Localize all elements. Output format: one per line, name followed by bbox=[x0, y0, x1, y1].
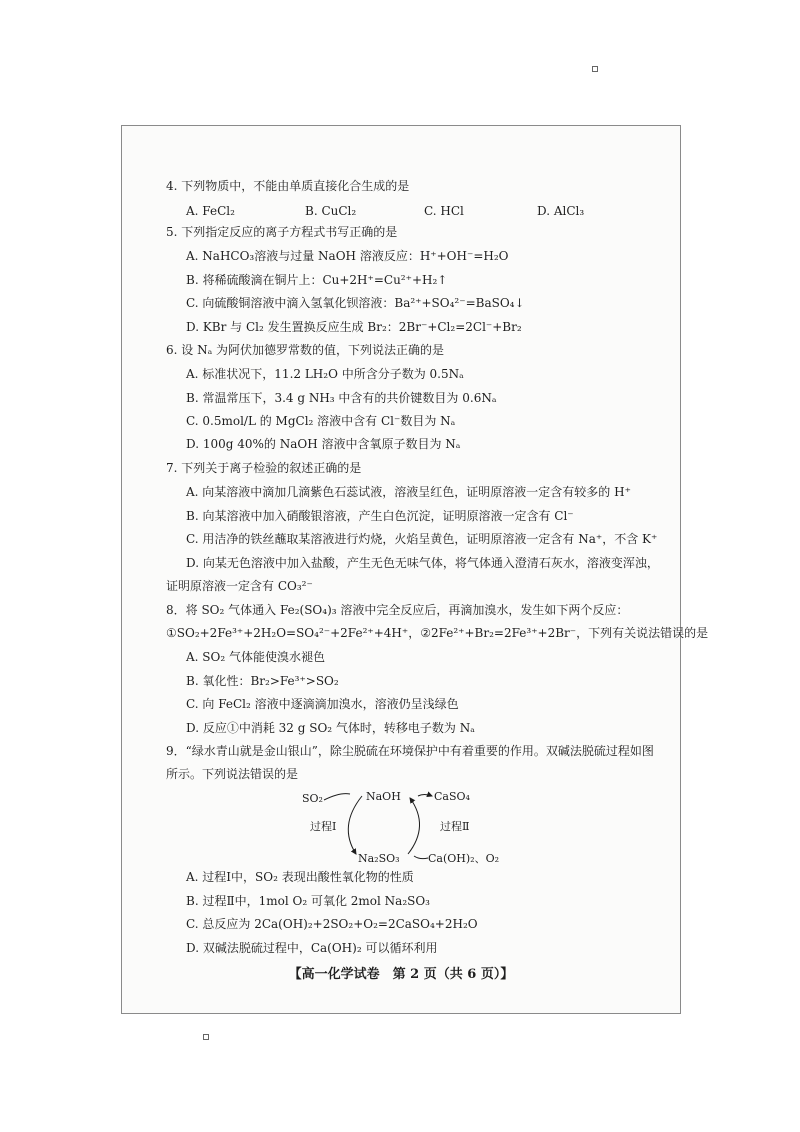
q6-option-b: B. 常温常压下，3.4 g NH₃ 中含有的共价键数目为 0.6Nₐ bbox=[186, 391, 497, 405]
q7-option-a: A. 向某溶液中滴加几滴紫色石蕊试液，溶液呈红色，证明原溶液一定含有较多的 H⁺ bbox=[186, 485, 631, 499]
q9-stem: 9．“绿水青山就是金山银山”，除尘脱硫在环境保护中有着重要的作用。双碱法脱硫过程如图 bbox=[166, 744, 654, 758]
q4-stem: 4. 下列物质中，不能由单质直接化合生成的是 bbox=[166, 179, 410, 193]
q4-option-a: A. FeCl₂ bbox=[186, 204, 235, 218]
exam-page bbox=[121, 125, 709, 1014]
q9-option-a: A. 过程Ⅰ中，SO₂ 表现出酸性氧化物的性质 bbox=[186, 870, 414, 884]
q6-stem: 6. 设 Nₐ 为阿伏加德罗常数的值，下列说法正确的是 bbox=[166, 343, 445, 357]
double-alkali-diagram bbox=[300, 788, 530, 868]
corner-mark-top bbox=[592, 66, 598, 72]
q5-option-b: B. 将稀硫酸滴在铜片上：Cu+2H⁺=Cu²⁺+H₂↑ bbox=[186, 273, 448, 287]
q9-option-b: B. 过程Ⅱ中，1mol O₂ 可氧化 2mol Na₂SO₃ bbox=[186, 894, 430, 908]
corner-mark-bottom bbox=[203, 1034, 209, 1040]
arrow-from-caoh2 bbox=[414, 856, 428, 859]
diagram-naoh: NaOH bbox=[366, 790, 401, 803]
q7-stem: 7. 下列关于离子检验的叙述正确的是 bbox=[166, 461, 362, 475]
q4-option-c: C. HCl bbox=[424, 204, 464, 218]
q6-option-a: A. 标准状况下，11.2 LH₂O 中所含分子数为 0.5Nₐ bbox=[186, 367, 464, 381]
q8-option-d: D. 反应①中消耗 32 g SO₂ 气体时，转移电子数为 Nₐ bbox=[186, 721, 475, 735]
q5-stem: 5. 下列指定反应的离子方程式书写正确的是 bbox=[166, 225, 398, 239]
q9-option-c: C. 总反应为 2Ca(OH)₂+2SO₂+O₂=2CaSO₄+2H₂O bbox=[186, 917, 478, 931]
q7-option-b: B. 向某溶液中加入硝酸银溶液，产生白色沉淀，证明原溶液一定含有 Cl⁻ bbox=[186, 509, 574, 523]
q4-option-d: D. AlCl₃ bbox=[537, 204, 585, 218]
q8-stem: 8．将 SO₂ 气体通入 Fe₂(SO₄)₃ 溶液中完全反应后，再滴加溴水，发生如下两个反应： bbox=[166, 603, 629, 617]
q8-reactions: ①SO₂+2Fe³⁺+2H₂O=SO₄²⁻+2Fe²⁺+4H⁺，②2Fe²⁺+Br₂=2Fe³⁺+2Br⁻，下列有关说法错误的是 bbox=[166, 626, 709, 640]
q8-option-b: B. 氧化性：Br₂>Fe³⁺>SO₂ bbox=[186, 674, 339, 688]
arc-process-1 bbox=[348, 796, 362, 854]
diagram-caoh2-o2: Ca(OH)₂、O₂ bbox=[428, 852, 500, 865]
arc-process-2 bbox=[408, 798, 420, 854]
q4-option-b: B. CuCl₂ bbox=[305, 204, 357, 218]
q4-options bbox=[122, 203, 642, 219]
page-footer: 【高一化学试卷 第 2 页（共 6 页）】 bbox=[288, 967, 514, 982]
q5-option-d: D. KBr 与 Cl₂ 发生置换反应生成 Br₂：2Br⁻+Cl₂=2Cl⁻+Br₂ bbox=[186, 320, 522, 334]
diagram-process-2: 过程Ⅱ bbox=[440, 820, 470, 833]
q9-stem-continued: 所示。下列说法错误的是 bbox=[166, 767, 299, 781]
q7-option-d-continued: 证明原溶液一定含有 CO₃²⁻ bbox=[166, 579, 313, 593]
q5-option-a: A. NaHCO₃溶液与过量 NaOH 溶液反应：H⁺+OH⁻=H₂O bbox=[186, 249, 509, 263]
arrow-so2-to-na2so3 bbox=[324, 794, 350, 800]
q8-option-a: A. SO₂ 气体能使溴水褪色 bbox=[186, 650, 325, 664]
q6-option-d: D. 100g 40%的 NaOH 溶液中含氧原子数目为 Nₐ bbox=[186, 437, 461, 451]
q5-option-c: C. 向硫酸铜溶液中滴入氢氧化钡溶液：Ba²⁺+SO₄²⁻=BaSO₄↓ bbox=[186, 296, 525, 310]
q7-option-c: C. 用洁净的铁丝蘸取某溶液进行灼烧，火焰呈黄色，证明原溶液一定含有 Na⁺，不含 K⁺ bbox=[186, 532, 658, 546]
diagram-caso4: CaSO₄ bbox=[434, 790, 470, 803]
arrow-to-caso4 bbox=[418, 795, 432, 797]
q7-option-d: D. 向某无色溶液中加入盐酸，产生无色无味气体，将气体通入澄清石灰水，溶液变浑浊， bbox=[186, 556, 659, 570]
diagram-na2so3: Na₂SO₃ bbox=[358, 852, 400, 865]
q8-option-c: C. 向 FeCl₂ 溶液中逐滴滴加溴水，溶液仍呈浅绿色 bbox=[186, 697, 459, 711]
q9-option-d: D. 双碱法脱硫过程中，Ca(OH)₂ 可以循环利用 bbox=[186, 941, 438, 955]
diagram-process-1: 过程Ⅰ bbox=[310, 820, 337, 833]
diagram-so2: SO₂ bbox=[302, 792, 323, 805]
q6-option-c: C. 0.5mol/L 的 MgCl₂ 溶液中含有 Cl⁻数目为 Nₐ bbox=[186, 414, 456, 428]
